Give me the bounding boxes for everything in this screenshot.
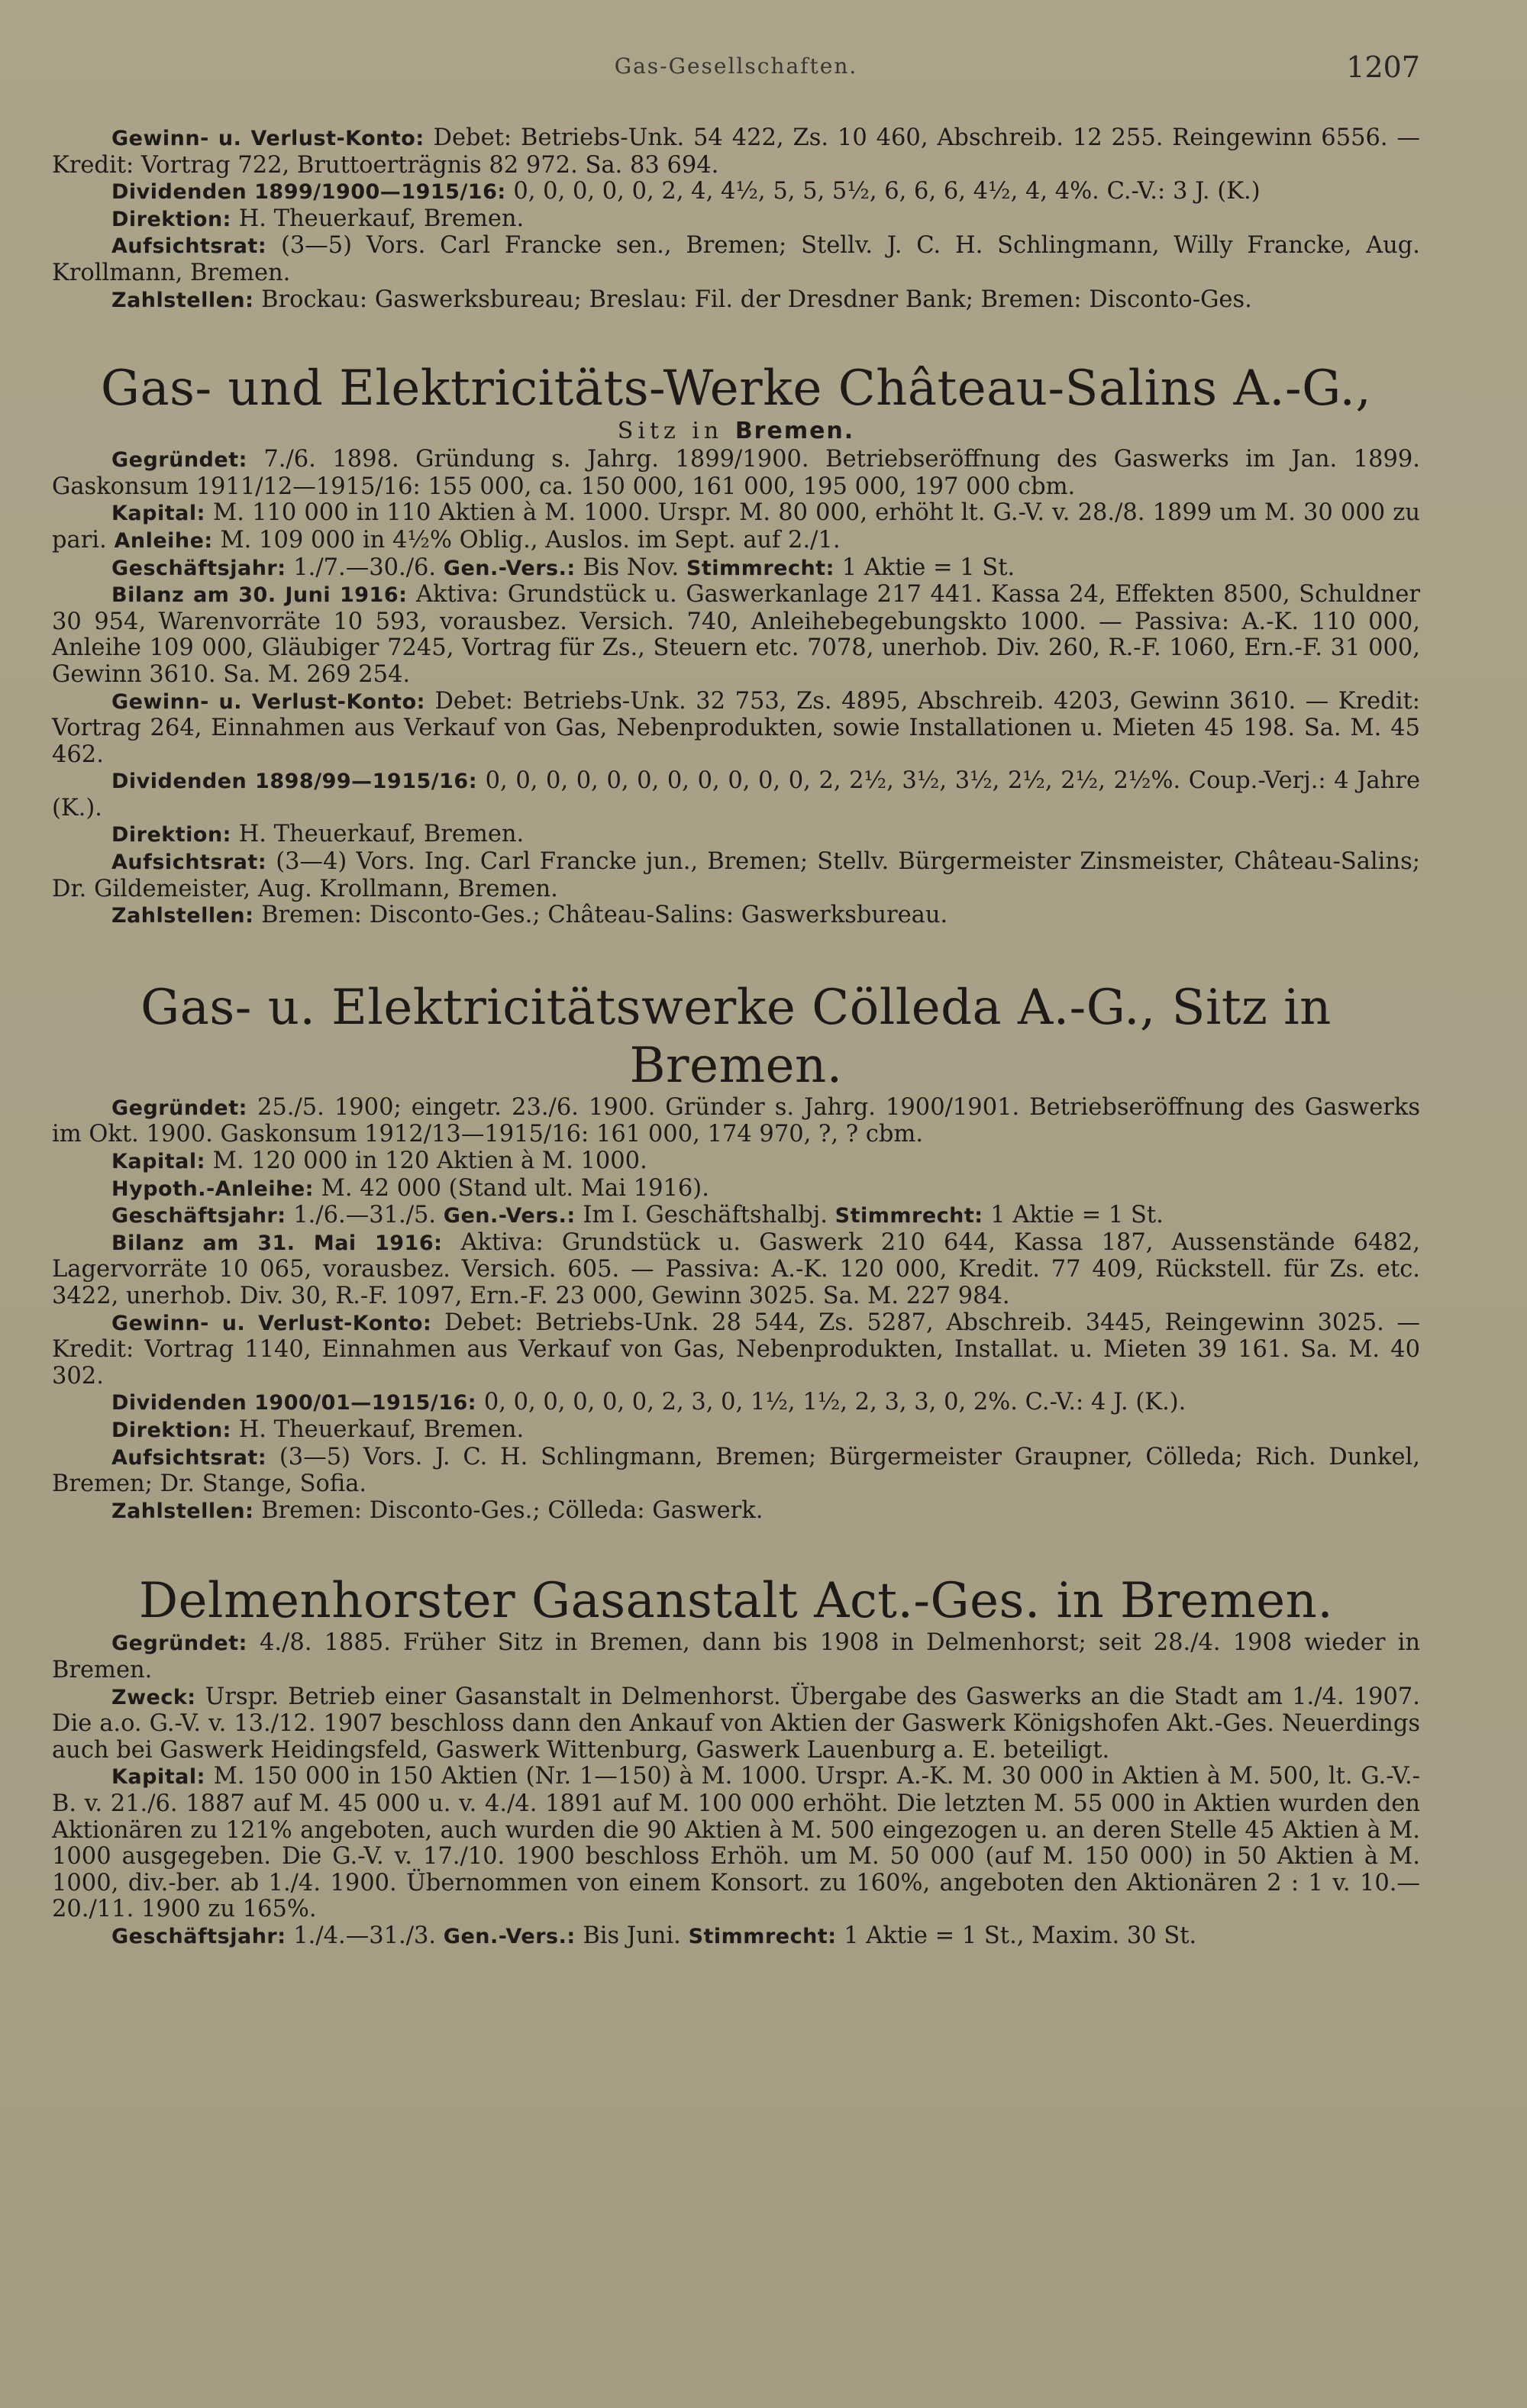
paragraph-kapital [52,1764,1420,1923]
paragraph-bilanz [52,582,1420,688]
label-genvers: Gen.-Vers.: [443,556,576,580]
text-geschaeftsjahr: 1./4.—31./3. [293,1922,437,1949]
paragraph-kapital [52,500,1420,554]
paragraph-zahlstellen [52,287,1420,315]
label-stimmrecht: Stimmrecht: [688,1924,837,1948]
label-stimmrecht: Stimmrecht: [835,1204,983,1228]
paragraph-direktion [52,1417,1420,1444]
paragraph-zahlstellen [52,1498,1420,1525]
label-genvers: Gen.-Vers.: [443,1924,576,1948]
text-dividenden: 0, 0, 0, 0, 0, 0, 2, 3, 0, 1½, 1½, 2, 3, 3, 0, 2%. C.-V.: 4 J. (K.). [483,1389,1186,1416]
text-genvers: Bis Juni. [583,1922,681,1949]
paragraph-geschaeftsjahr [52,1202,1420,1230]
text-gegruendet: 7./6. 1898. Gründung s. Jahrg. 1899/1900. Betriebseröffnung des Gaswerks im Jan. 1899. Gaskonsum 1911/12—1915/16: 155 000, ca. 150 000, 161 000, 195 000, 197 000 cbm. [52,446,1420,500]
text-direktion: H. Theuerkauf, Bremen. [238,1415,525,1443]
label-anleihe: Anleihe: [114,528,213,553]
paragraph-bilanz [52,1230,1420,1310]
paragraph-gegruendet [52,447,1420,500]
text-zahlstellen: Bremen: Disconto-Ges.; Cölleda: Gaswerk. [261,1496,764,1524]
label-gewinn: Gewinn- u. Verlust-Konto: [111,127,425,150]
label-zahlstellen: Zahlstellen: [111,904,254,928]
text-zahlstellen: Brockau: Gaswerksbureau; Breslau: Fil. der Dresdner Bank; Bremen: Disconto-Ges. [261,286,1252,313]
text-geschaeftsjahr: 1./7.—30./6. [293,554,437,581]
label-dividenden: Dividenden 1898/99—1915/16: [111,770,478,794]
text-bilanz: Aktiva: Grundstück u. Gaswerkanlage 217 441. Kassa 24, Effekten 8500, Schuldner 30 954, Warenvorräte 10 593, vorausbez. Versich. 740, Anleihebegebungskto 1000. — Passiva: A.-K. 110 000, Anleihe 109 000, Gläubiger 7245, Vortrag für Zs., Steuern etc. 7078, unerhob. Div. 260, R.-F. 1060, Ern.-F. 31 000, Gewinn 3610. Sa. M. 269 254. [52,581,1420,688]
running-title: Gas-Gesellschaften. [614,53,858,79]
paragraph-zweck [52,1684,1420,1764]
text-kapital: M. 150 000 in 150 Aktien (Nr. 1—150) à M. 1000. Urspr. A.-K. M. 30 000 in Aktien à M. 500, lt. G.-V.-B. v. 21./6. 1887 auf M. 45 000 u. v. 4./4. 1891 auf M. 100 000 erhöht. Die letzten M. 55 000 in Aktien wurden den Aktionären zu 121% angeboten, auch wurden die 90 Aktien à M. 500 eingezogen u. an deren Stelle 45 Aktien à M. 1000 ausgegeben. Die G.-V. v. 17./10. 1900 beschloss Erhöh. um M. 50 000 (auf M. 150 000) in 50 Aktien à M. 1000, div.-ber. ab 1./4. 1900. Übernommen von einem Konsort. zu 160%, angeboten den Aktionären 2 : 1 v. 10.—20./11. 1900 zu 165%. [52,1763,1420,1923]
text-genvers: Im I. Geschäftshalbj. [583,1202,828,1229]
label-direktion: Direktion: [111,207,231,231]
label-hypoth: Hypoth.-Anleihe: [111,1177,314,1201]
label-aufsichtsrat: Aufsichtsrat: [111,1445,267,1470]
paragraph-aufsichtsrat [52,1444,1420,1498]
paragraph-geschaeftsjahr [52,555,1420,583]
label-bilanz: Bilanz am 30. Juni 1916: [111,583,408,608]
text-gewinn: Debet: Betriebs-Unk. 28 544, Zs. 5287, Abschreib. 3445, Reingewinn 3025. — Kredit: Vortrag 1140, Einnahmen aus Verkauf von Gas, Nebenprodukten, Installat. u. Mieten 39 161. Sa. M. 40 302. [52,1309,1421,1390]
text-gewinn: Debet: Betriebs-Unk. 54 422, Zs. 10 460, Abschreib. 12 255. Reingewinn 6556. — Kredit: Vortrag 722, Bruttoerträgnis 82 972. Sa. 83 694. [52,124,1421,179]
text-geschaeftsjahr: 1./6.—31./5. [293,1202,437,1229]
label-direktion: Direktion: [111,823,231,847]
text-hypoth: M. 42 000 (Stand ult. Mai 1916). [321,1174,709,1202]
label-direktion: Direktion: [111,1418,231,1442]
text-stimmrecht: 1 Aktie = 1 St. [841,554,1015,581]
text-dividenden: 0, 0, 0, 0, 0, 2, 4, 4½, 5, 5, 5½, 6, 6, 6, 4½, 4, 4%. C.-V.: 3 J. (K.) [513,178,1261,205]
entry-delmenhorst [52,1572,1420,1950]
company-title: Delmenhorster Gasanstalt Act.-Ges. in Bremen. [138,1573,1334,1630]
label-gewinn: Gewinn- u. Verlust-Konto: [111,1311,432,1335]
running-head [52,50,1420,99]
paragraph-zahlstellen [52,902,1420,930]
text-dividenden: 0, 0, 0, 0, 0, 0, 0, 0, 0, 0, 0, 2, 2½, 3½, 3½, 2½, 2½, 2½%. Coup.-Verj.: 4 Jahre (K.). [52,767,1420,821]
label-zweck: Zweck: [111,1685,196,1709]
text-stimmrecht: 1 Aktie = 1 St., Maxim. 30 St. [844,1922,1197,1949]
label-dividenden: Dividenden 1900/01—1915/16: [111,1391,477,1415]
label-bilanz: Bilanz am 31. Mai 1916: [111,1231,443,1255]
company-seat [52,418,1420,445]
label-kapital: Kapital: [111,1765,205,1790]
paragraph-aufsichtsrat [52,849,1420,902]
text-aufsichtsrat: (3—5) Vors. Carl Francke sen., Bremen; Stellv. J. C. H. Schlingmann, Willy Francke, Aug. Krollmann, Bremen. [52,232,1420,286]
text-anleihe: M. 109 000 in 4½% Oblig., Auslos. im Sept. auf 2./1. [220,526,841,554]
seat-city: Bremen. [734,418,855,445]
label-gewinn: Gewinn- u. Verlust-Konto: [111,689,425,714]
label-gegruendet: Gegründet: [111,1632,247,1656]
paragraph-gewinn [52,125,1420,179]
entry-continued [52,125,1420,314]
label-aufsichtsrat: Aufsichtsrat: [111,234,267,259]
label-zahlstellen: Zahlstellen: [111,288,254,312]
label-geschaeftsjahr: Geschäftsjahr: [111,556,286,580]
label-gegruendet: Gegründet: [111,448,247,473]
paragraph-dividenden [52,768,1420,821]
text-kapital: M. 110 000 in 110 Aktien à M. 1000. Urspr. M. 80 000, erhöht lt. G.-V. v. 28./8. 1899 um M. 30 000 zu pari. [52,499,1420,554]
text-zweck: Urspr. Betrieb einer Gasanstalt in Delmenhorst. Übergabe des Gaswerks an die Stadt am 1./4. 1907. Die a.o. G.-V. v. 13./12. 1907 beschloss dann den Ankauf von Aktien der Gaswerk Königshofen Akt.-Ges. Neuerdings auch bei Gaswerk Heidingsfeld, Gaswerk Wittenburg, Gaswerk Lauenburg a. E. beteiligt. [52,1683,1420,1764]
text-kapital: M. 120 000 in 120 Aktien à M. 1000. [212,1148,647,1175]
label-genvers: Gen.-Vers.: [443,1204,576,1228]
paragraph-dividenden [52,1390,1420,1417]
label-zahlstellen: Zahlstellen: [111,1499,254,1523]
text-genvers: Bis Nov. [583,554,680,581]
paragraph-gewinn [52,689,1420,769]
text-stimmrecht: 1 Aktie = 1 St. [990,1202,1164,1229]
paragraph-direktion [52,206,1420,234]
company-title: Gas- und Elektricitäts-Werke Château-Salins A.-G., [100,360,1372,418]
label-dividenden: Dividenden 1899/1900—1915/16: [111,180,506,205]
paragraph-aufsichtsrat [52,233,1420,286]
text-aufsichtsrat: (3—4) Vors. Ing. Carl Francke jun., Bremen; Stellv. Bürgermeister Zinsmeister, Château-Salins; Dr. Gildemeister, Aug. Krollmann, Bremen. [52,848,1420,902]
text-direktion: H. Theuerkauf, Bremen. [238,821,525,848]
paragraph-dividenden [52,179,1420,206]
seat-prefix: Sitz in [617,418,724,445]
paragraph-kapital [52,1148,1420,1176]
paragraph-gegruendet [52,1630,1420,1683]
text-gegruendet: 25./5. 1900; eingetr. 23./6. 1900. Gründer s. Jahrg. 1900/1901. Betriebseröffnung des Gaswerks im Okt. 1900. Gaskonsum 1912/13—1915/16: 161 000, 174 970, ?, ? cbm. [52,1093,1421,1148]
paragraph-geschaeftsjahr [52,1923,1420,1951]
label-geschaeftsjahr: Geschäftsjahr: [111,1204,286,1228]
label-aufsichtsrat: Aufsichtsrat: [111,851,267,875]
label-stimmrecht: Stimmrecht: [686,556,835,580]
paragraph-gegruendet [52,1095,1420,1148]
text-bilanz: Aktiva: Grundstück u. Gaswerk 210 644, Kassa 187, Aussenstände 6482, Lagervorräte 10 065, vorausbez. Versich. 605. — Passiva: A.-K. 120 000, Kredit. 77 409, Rückstell. für Zs. etc. 3422, unerhob. Div. 30, R.-F. 1097, Ern.-F. 23 000, Gewinn 3025. Sa. M. 227 984. [52,1228,1420,1309]
text-aufsichtsrat: (3—5) Vors. J. C. H. Schlingmann, Bremen; Bürgermeister Graupner, Cölleda; Rich. Dunkel, Bremen; Dr. Stange, Sofia. [52,1443,1420,1498]
entry-chateau-salins [52,360,1420,930]
entry-coelleda [52,979,1420,1525]
paragraph-hypoth [52,1176,1420,1203]
label-gegruendet: Gegründet: [111,1096,247,1120]
text-gegruendet: 4./8. 1885. Früher Sitz in Bremen, dann bis 1908 in Delmenhorst; seit 28./4. 1908 wieder in Bremen. [52,1629,1420,1683]
paragraph-direktion [52,821,1420,849]
text-zahlstellen: Bremen: Disconto-Ges.; Château-Salins: Gaswerksbureau. [261,902,948,929]
text-gewinn: Debet: Betriebs-Unk. 32 753, Zs. 4895, Abschreib. 4203, Gewinn 3610. — Kredit: Vortrag 264, Einnahmen aus Verkauf von Gas, Nebenprodukten, sowie Installationen u. Mieten 45 198. Sa. M. 45 462. [52,687,1420,768]
paragraph-gewinn [52,1310,1420,1390]
company-title: Gas- u. Elektricitätswerke Cölleda A.-G., Sitz in Bremen. [140,979,1332,1094]
label-kapital: Kapital: [111,502,205,526]
label-kapital: Kapital: [111,1150,205,1174]
label-geschaeftsjahr: Geschäftsjahr: [111,1924,286,1948]
page-number: 1207 [1346,50,1420,84]
text-direktion: H. Theuerkauf, Bremen. [238,205,525,232]
